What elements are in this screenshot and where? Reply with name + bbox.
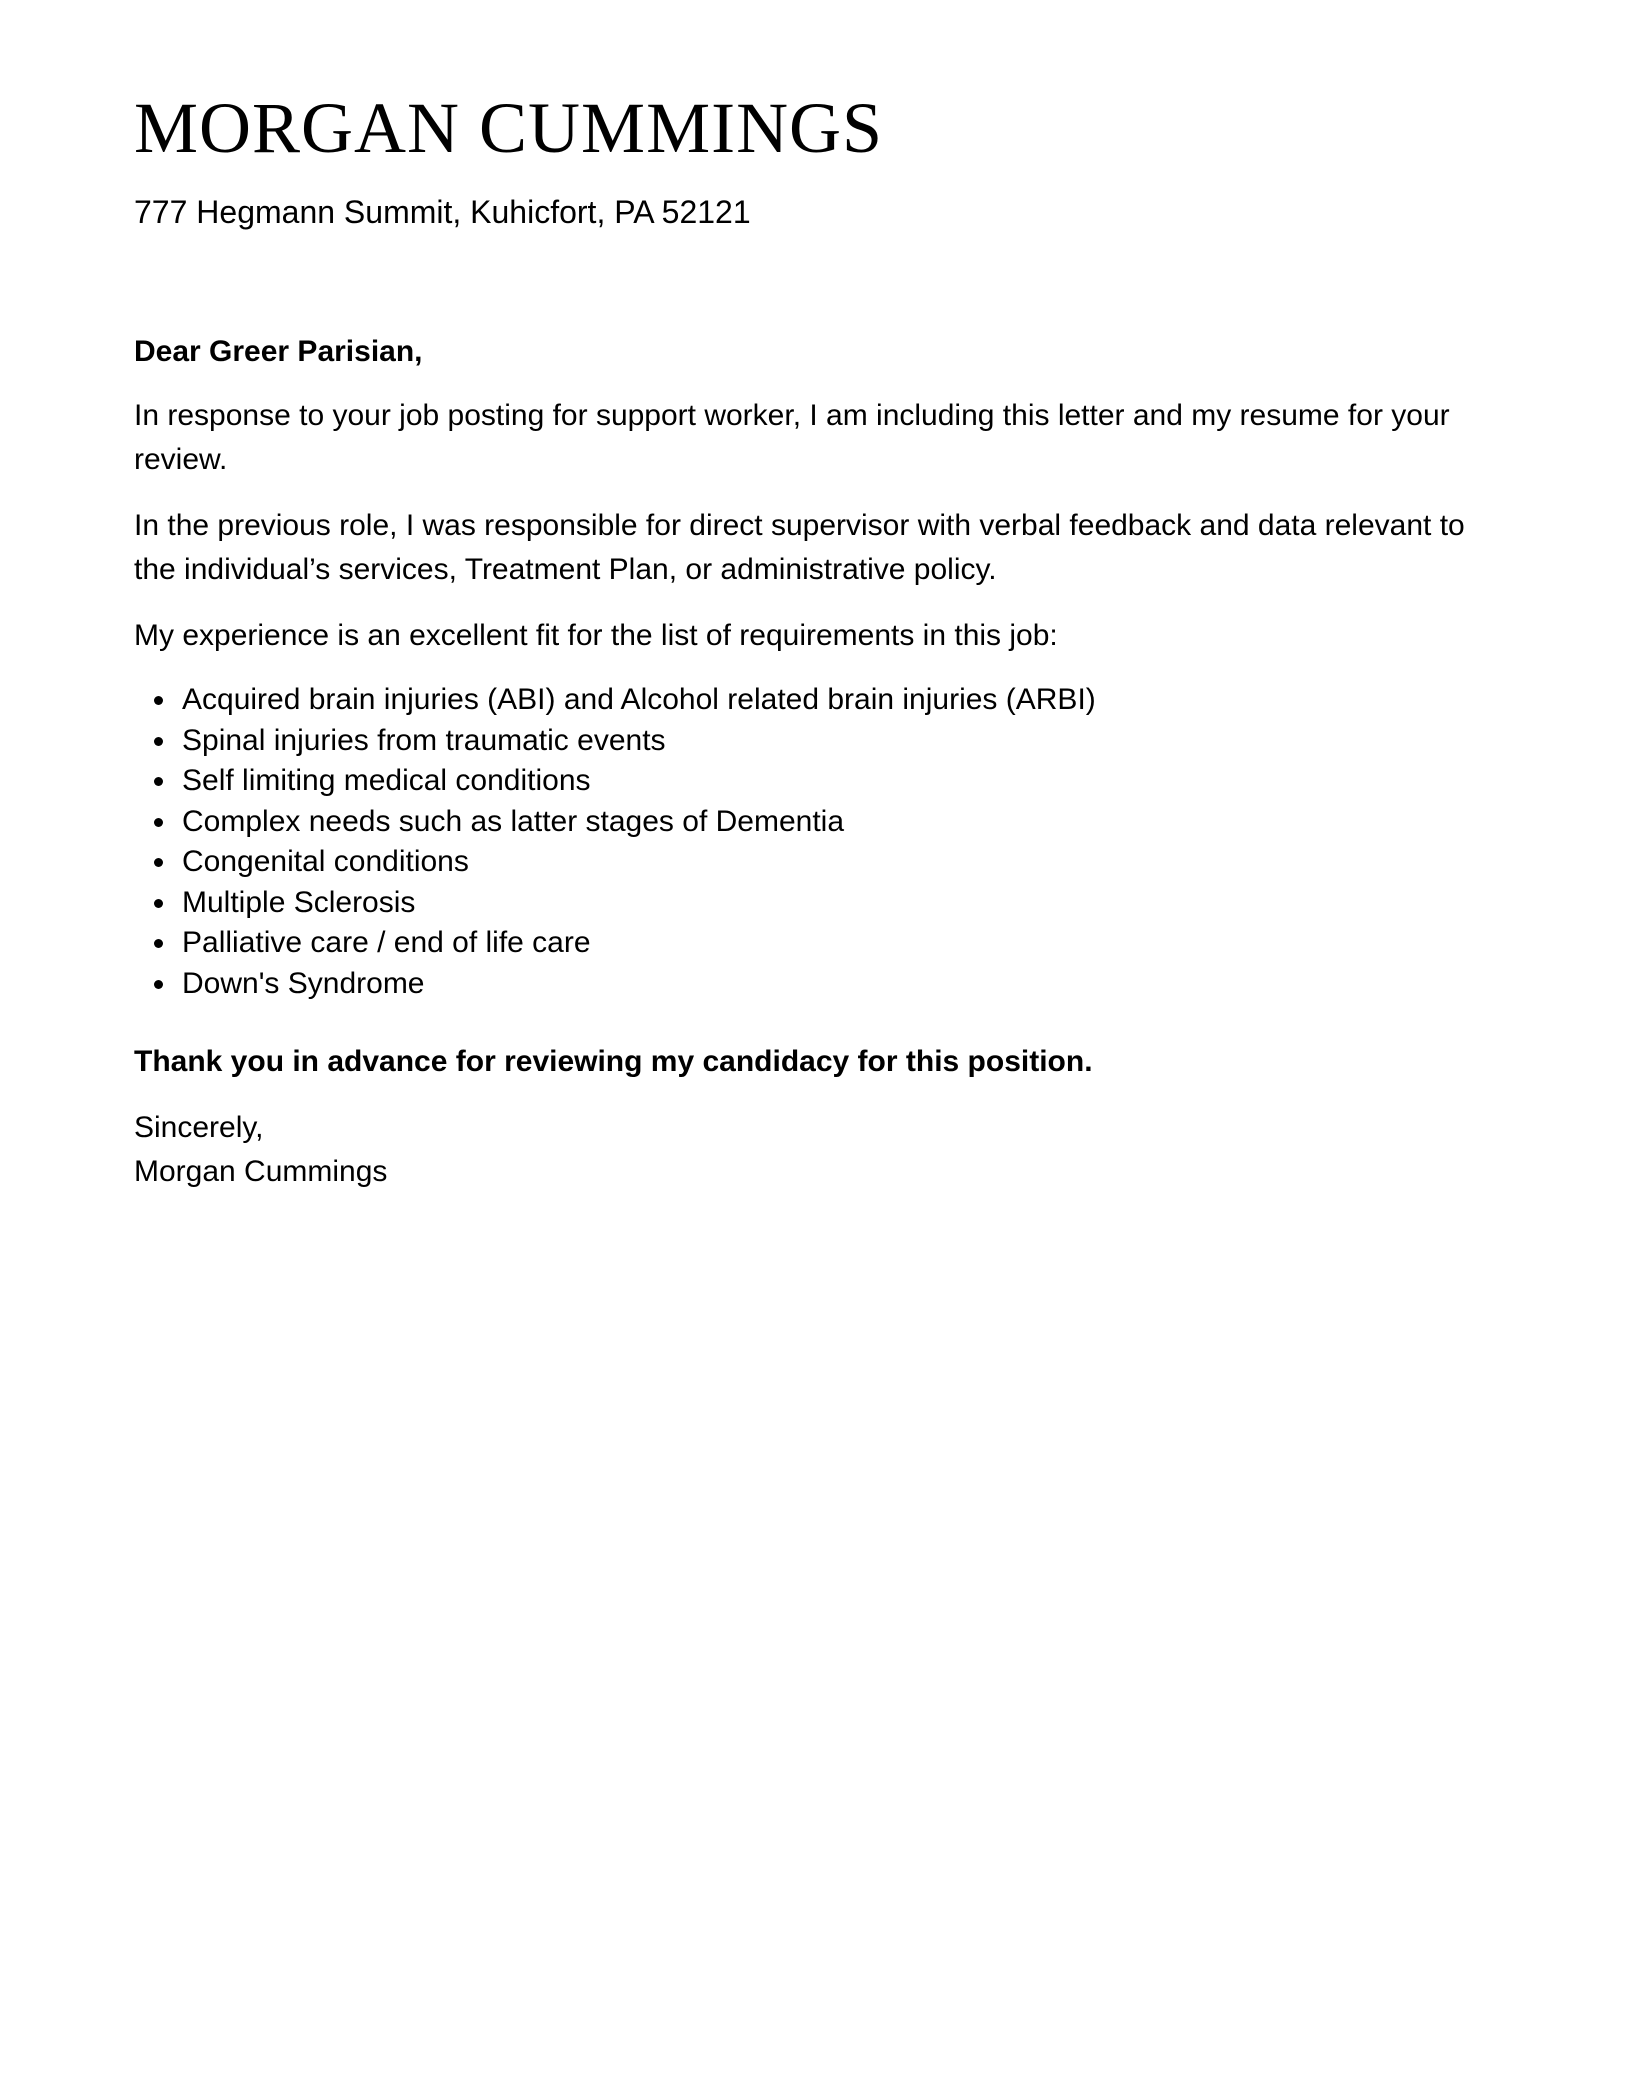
list-item-text: Congenital conditions	[182, 845, 469, 878]
closing-statement: Thank you in advance for reviewing my candidacy for this position.	[134, 1045, 1093, 1078]
paragraph-requirements-lead: My experience is an excellent fit for the list of requirements in this job:	[134, 619, 1058, 652]
applicant-address: 777 Hegmann Summit, Kuhicfort, PA 52121	[134, 194, 751, 230]
list-item	[134, 842, 1498, 883]
letter-body	[134, 330, 1498, 1194]
list-item-text: Down's Syndrome	[182, 966, 425, 1000]
bullet-icon	[154, 818, 163, 827]
list-item	[134, 761, 1498, 802]
list-item	[134, 923, 1498, 964]
signature-name: Morgan Cummings	[134, 1155, 388, 1188]
bullet-icon	[154, 899, 163, 908]
list-item-text: Complex needs such as latter stages of Dementia	[182, 804, 845, 838]
signoff: Sincerely,	[134, 1111, 264, 1144]
list-item-text: Self limiting medical conditions	[182, 764, 591, 797]
list-item-text: Acquired brain injuries (ABI) and Alcohol related brain injuries (ARBI)	[182, 683, 1096, 716]
bullet-icon	[154, 696, 163, 705]
requirements-list	[134, 680, 1498, 1004]
bullet-icon	[154, 939, 163, 948]
list-item-text: Palliative care / end of life care	[182, 926, 591, 959]
list-item	[134, 680, 1498, 721]
signoff-block	[134, 1106, 1498, 1194]
list-item-text: Spinal injuries from traumatic events	[182, 723, 666, 757]
list-item	[134, 721, 1498, 762]
bullet-icon	[154, 858, 163, 867]
applicant-name: MORGAN CUMMINGS	[134, 88, 884, 168]
bullet-icon	[154, 777, 163, 786]
bullet-icon	[154, 980, 163, 989]
list-item	[134, 964, 1498, 1005]
list-item	[134, 802, 1498, 843]
salutation: Dear Greer Parisian,	[134, 335, 423, 368]
list-item-text: Multiple Sclerosis	[182, 885, 416, 919]
paragraph-intro: In response to your job posting for support worker, I am including this letter and my resume for your review.	[134, 399, 1450, 476]
paragraph-previous-role: In the previous role, I was responsible for direct supervisor with verbal feedback and data relevant to the individual’s services, Treatment Plan, or administrative policy.	[134, 509, 1465, 586]
bullet-icon	[154, 737, 163, 746]
list-item	[134, 883, 1498, 924]
